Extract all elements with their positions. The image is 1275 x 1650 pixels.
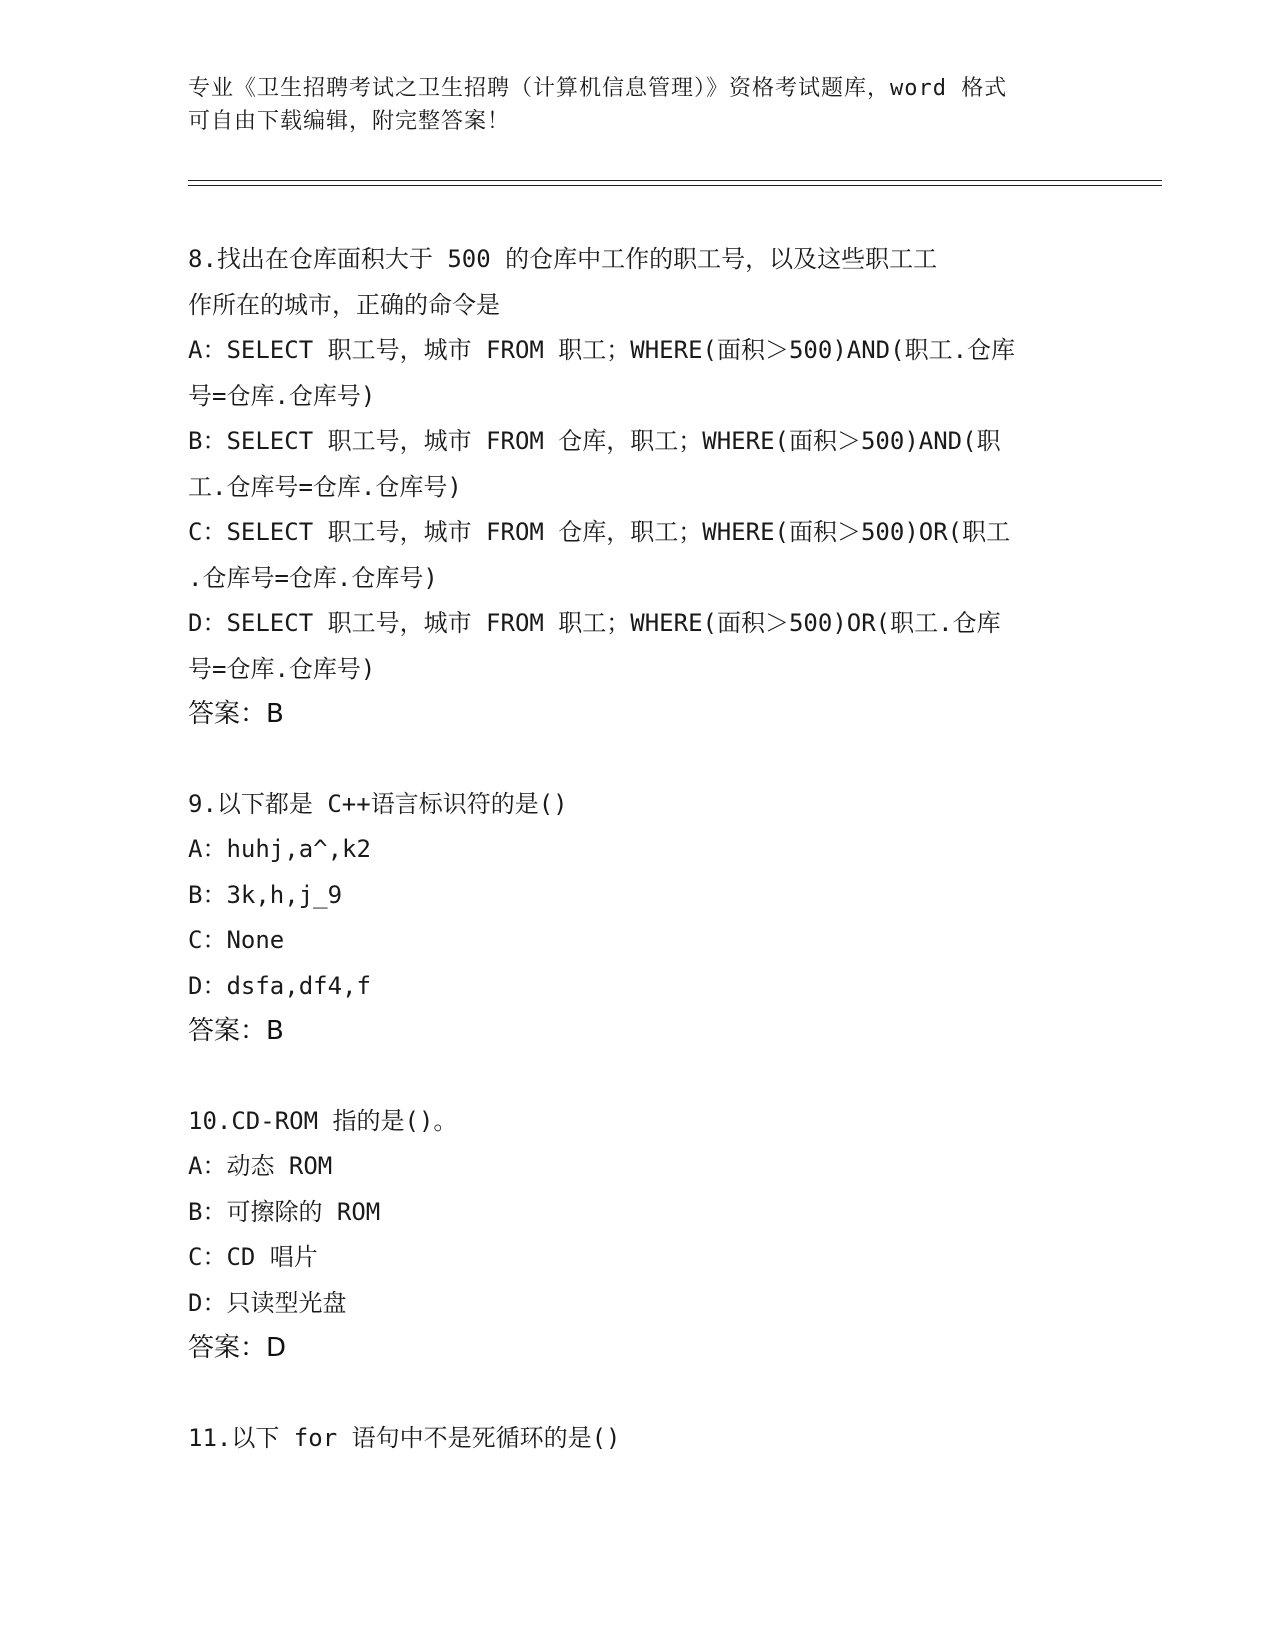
question-stem: 8.找出在仓库面积大于 500 的仓库中工作的职工号，以及这些职工工 — [188, 245, 938, 273]
header-line-2: 可自由下载编辑，附完整答案！ — [188, 109, 511, 134]
answer-line: 答案：D — [188, 1333, 287, 1363]
header-divider-bottom — [188, 185, 1162, 186]
question-block — [188, 237, 1088, 738]
question-option: A：SELECT 职工号，城市 FROM 职工；WHERE(面积＞500)AND(职工.仓库 — [188, 336, 1016, 364]
question-option: B：SELECT 职工号，城市 FROM 仓库，职工；WHERE(面积＞500)AND(职 — [188, 427, 1001, 455]
question-block — [188, 1416, 1088, 1462]
question-option: D：只读型光盘 — [188, 1288, 347, 1317]
question-option: B：3k,h,j_9 — [188, 880, 343, 909]
question-option: 号=仓库.仓库号) — [188, 654, 376, 683]
question-option: C：None — [188, 926, 285, 954]
header-divider-top — [188, 180, 1162, 181]
question-block — [188, 782, 1088, 1055]
question-option: 工.仓库号=仓库.仓库号) — [188, 472, 462, 501]
question-stem: 作所在的城市，正确的命令是 — [188, 290, 500, 319]
question-option: A：动态 ROM — [188, 1152, 333, 1180]
answer-line: 答案：B — [188, 1016, 284, 1046]
question-option: C：CD 唱片 — [188, 1243, 318, 1271]
question-list — [188, 237, 1088, 1505]
question-block — [188, 1099, 1088, 1372]
question-stem: 9.以下都是 C++语言标识符的是() — [188, 789, 568, 818]
question-stem: 10.CD-ROM 指的是()。 — [188, 1106, 458, 1135]
question-option: C：SELECT 职工号，城市 FROM 仓库，职工；WHERE(面积＞500)OR(职工 — [188, 518, 1011, 546]
header-line-1: 专业《卫生招聘考试之卫生招聘（计算机信息管理）》资格考试题库，word 格式 — [188, 76, 1008, 101]
question-option: 号=仓库.仓库号) — [188, 381, 376, 410]
question-option: D：SELECT 职工号，城市 FROM 职工；WHERE(面积＞500)OR(职工.仓库 — [188, 609, 1001, 637]
answer-line: 答案：B — [188, 699, 284, 729]
question-option: B：可擦除的 ROM — [188, 1197, 381, 1226]
question-option: A：huhj,a^,k2 — [188, 835, 371, 863]
question-option: .仓库号=仓库.仓库号) — [188, 563, 438, 592]
question-stem: 11.以下 for 语句中不是死循环的是() — [188, 1423, 621, 1452]
question-option: D：dsfa,df4,f — [188, 971, 371, 1000]
document-header — [188, 72, 1088, 138]
